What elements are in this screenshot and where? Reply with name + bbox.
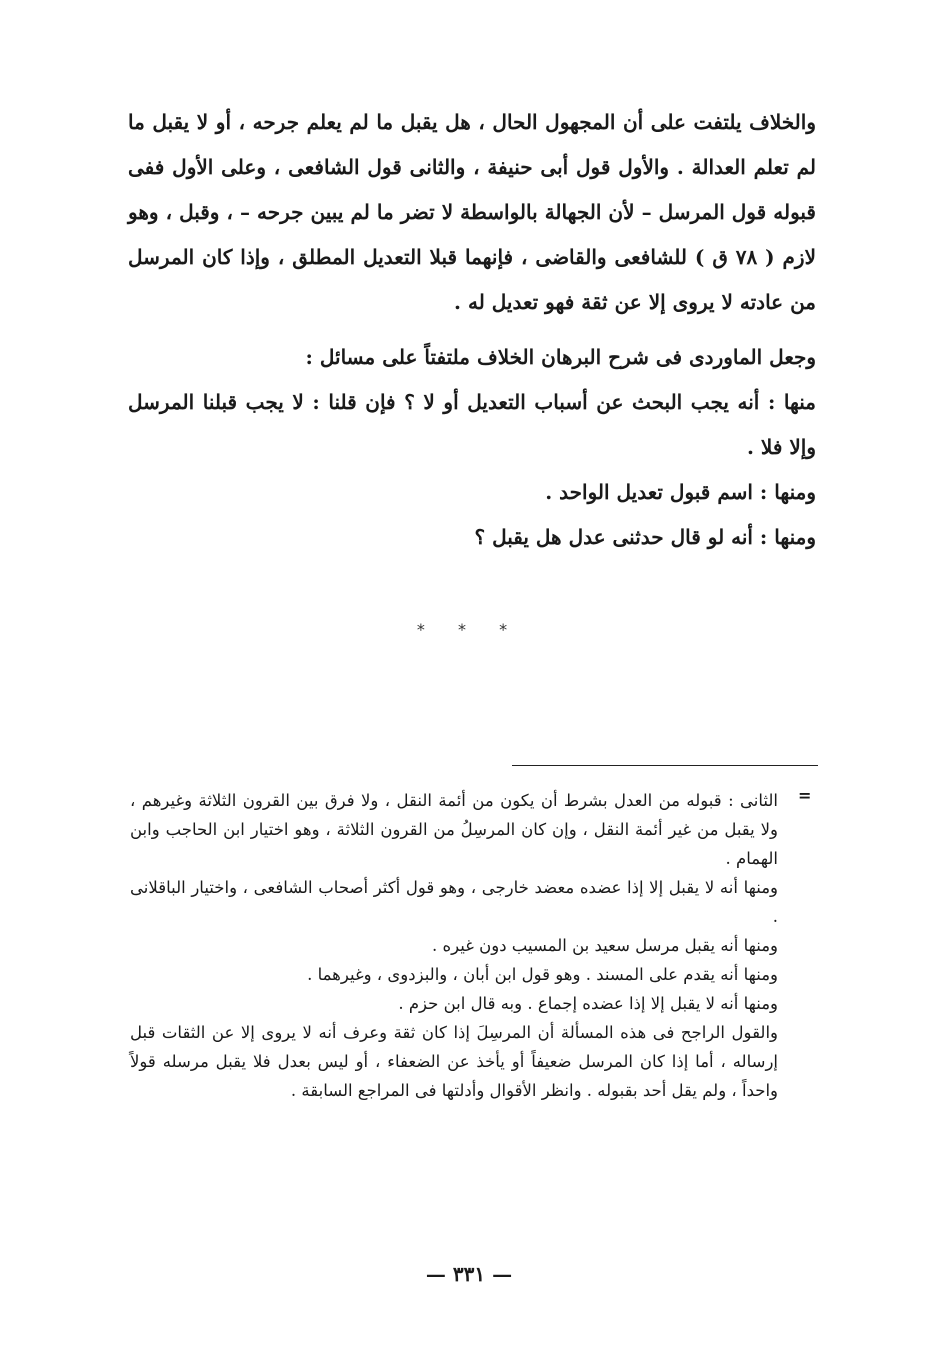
- main-paragraph: وجعل الماوردى فى شرح البرهان الخلاف ملتفتاً على مسائل :: [305, 345, 816, 369]
- section-separator: * * *: [416, 620, 522, 639]
- footnote-divider: [512, 765, 818, 766]
- footnotes-block: [130, 786, 778, 1105]
- page-number: — ٣٣١ —: [425, 1262, 513, 1286]
- footnote-paragraph: ومنها أنه لا يقبل إلا إذا عضده معضد خارجى ، وهو قول أكثر أصحاب الشافعى ، واختيار الباقلانى .: [130, 878, 778, 926]
- footnote-paragraph: والقول الراجح فى هذه المسألة أن المرسِلَ إذا كان ثقة وعرف أنه لا يروى إلا عن الثقات قبل إرساله ، أما إذا كان المرسل ضعيفاً أو يأخذ عن الضعفاء ، أو ليس بعدل فلا يقبل مرسله قولاً واحداً ، ولم يقل أحد بقبوله . وانظر الأقوال وأدلتها فى المراجع السابقة .: [130, 1023, 778, 1100]
- footnote-paragraph: ومنها أنه لا يقبل إلا إذا عضده إجماع . وبه قال ابن حزم .: [398, 994, 778, 1013]
- footnote-paragraph: الثانى : قبوله من العدل بشرط أن يكون من أئمة النقل ، ولا فرق بين القرون الثلاثة وغيرهم ، ولا يقبل من غير أئمة النقل ، وإن كان المرسِلُ من القرون الثلاثة ، وهو اختيار ابن الحاجب وابن الهمام .: [130, 791, 778, 868]
- main-paragraph: منها : أنه يجب البحث عن أسباب التعديل أو لا ؟ فإن قلنا : لا يجب قبلنا المرسل وإلا فلا .: [128, 390, 816, 459]
- footnote-paragraph: ومنها أنه يقدم على المسند . وهو قول ابن أبان ، والبزدوى ، وغيرهما .: [307, 965, 778, 984]
- main-paragraph: ومنها : أنه لو قال حدثنى عدل هل يقبل ؟: [474, 525, 816, 549]
- main-text-body: [128, 100, 816, 560]
- main-paragraph: والخلاف يلتفت على أن المجهول الحال ، هل يقبل ما لم يعلم جرحه ، أو لا يقبل ما لم تعلم العدالة . والأول قول أبى حنيفة ، والثانى قول الشافعى ، وعلى الأول ففى قبوله قول المرسل – لأن الجهالة بالواسطة لا تضر ما لم يبين جرحه – ، وقبل ، وهو لازم ( ٧٨ ق ) للشافعى والقاضى ، فإنهما قبلا التعديل المطلق ، وإذا كان المرسل من عادته لا يروى إلا عن ثقة فهو تعديل له .: [128, 110, 816, 314]
- footnote-paragraph: ومنها أنه يقبل مرسل سعيد بن المسيب دون غيره .: [432, 936, 778, 955]
- footnote-continuation-marker: =: [798, 786, 812, 805]
- main-paragraph: ومنها : اسم قبول تعديل الواحد .: [545, 480, 816, 504]
